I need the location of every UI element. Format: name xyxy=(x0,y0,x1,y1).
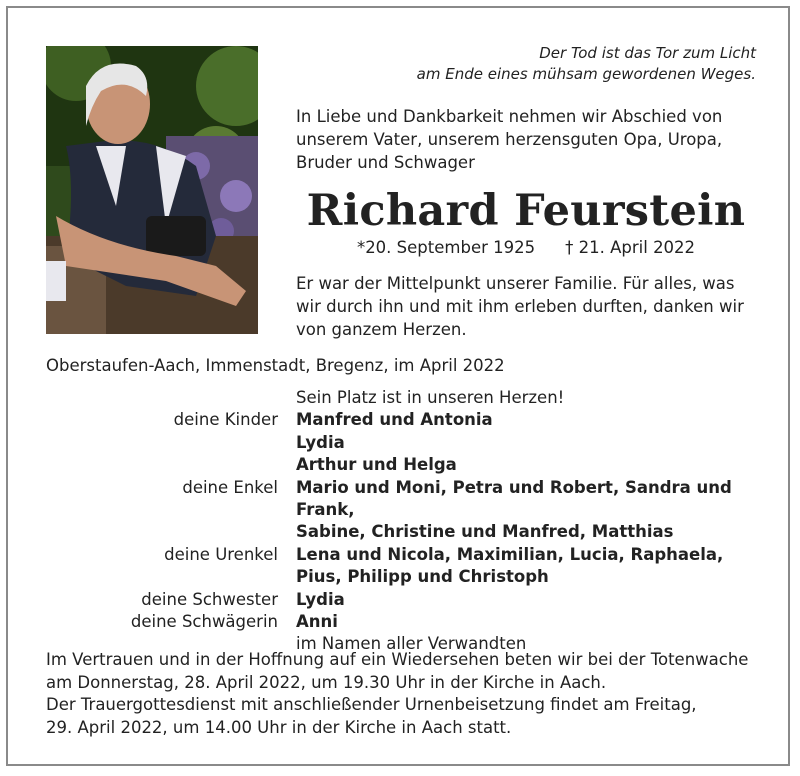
mourner-names: Lydia xyxy=(296,432,345,452)
mourner-names: Pius, Philipp und Christoph xyxy=(296,567,549,587)
intro-line: Bruder und Schwager xyxy=(296,153,475,172)
tribute-line: von ganzem Herzen. xyxy=(296,320,467,339)
mourners-list xyxy=(46,387,766,656)
mourner-row xyxy=(46,544,766,566)
mourner-row xyxy=(46,454,766,476)
mourner-row xyxy=(46,432,766,454)
quote-line: am Ende eines mühsam gewordenen Weges. xyxy=(416,65,756,83)
deceased-name: Richard Feurstein xyxy=(306,186,746,236)
mourner-names: Mario und Moni, Petra und Robert, Sandra und Frank, xyxy=(296,477,732,520)
mourner-names: Lena und Nicola, Maximilian, Lucia, Raphaela, xyxy=(296,544,724,564)
mourners-footer: im Namen aller Verwandten xyxy=(296,634,527,654)
mourner-row xyxy=(46,611,766,633)
relation-label: deine Urenkel xyxy=(164,544,278,564)
mourners-motto: Sein Platz ist in unseren Herzen! xyxy=(296,388,565,407)
tribute-text xyxy=(296,272,766,341)
death-date: † 21. April 2022 xyxy=(565,238,696,257)
announcement-line: Im Vertrauen und in der Hoffnung auf ein Wiedersehen beten wir bei der Totenwache xyxy=(46,650,749,669)
mourner-row xyxy=(46,566,766,588)
mourner-names: Manfred und Antonia xyxy=(296,410,493,430)
mourner-names: Lydia xyxy=(296,589,345,609)
life-dates xyxy=(296,237,756,259)
relation-label: deine Schwester xyxy=(141,589,278,609)
mourner-names: Anni xyxy=(296,612,338,632)
tribute-line: wir durch ihn und mit ihm erleben durften, danken wir xyxy=(296,297,744,316)
relation-label xyxy=(46,387,296,409)
relation-label: deine Kinder xyxy=(173,410,278,430)
mourners-motto-row xyxy=(46,387,766,409)
service-announcement xyxy=(46,649,766,739)
mourner-names: Arthur und Helga xyxy=(296,455,457,475)
relation-label xyxy=(46,521,296,543)
relation-label: deine Schwägerin xyxy=(130,612,278,632)
quote-line: Der Tod ist das Tor zum Licht xyxy=(539,44,756,62)
mourner-row xyxy=(46,409,766,431)
announcement-line: Der Trauergottesdienst mit anschließender Urnenbeisetzung findet am Freitag, xyxy=(46,695,697,714)
relation-label xyxy=(46,432,296,454)
mourner-row xyxy=(46,477,766,522)
relation-label: deine Enkel xyxy=(182,477,278,497)
intro-line: In Liebe und Dankbarkeit nehmen wir Abschied von xyxy=(296,107,723,126)
announcement-line: 29. April 2022, um 14.00 Uhr in der Kirche in Aach statt. xyxy=(46,717,512,737)
mourner-names: Sabine, Christine und Manfred, Matthias xyxy=(296,522,674,542)
announcement-line: am Donnerstag, 28. April 2022, um 19.30 Uhr in der Kirche in Aach. xyxy=(46,672,607,692)
mourner-row xyxy=(46,589,766,611)
epitaph-quote xyxy=(400,43,756,85)
tribute-line: Er war der Mittelpunkt unserer Familie. Für alles, was xyxy=(296,274,735,293)
relation-label xyxy=(46,566,296,588)
intro-line: unserem Vater, unserem herzensguten Opa, Uropa, xyxy=(296,130,723,149)
relation-label xyxy=(46,454,296,476)
portrait-photo xyxy=(46,46,258,334)
place-date: Oberstaufen-Aach, Immenstadt, Bregenz, im April 2022 xyxy=(46,356,505,375)
farewell-intro xyxy=(296,105,766,174)
birth-date: *20. September 1925 xyxy=(356,238,536,257)
mourner-row xyxy=(46,521,766,543)
